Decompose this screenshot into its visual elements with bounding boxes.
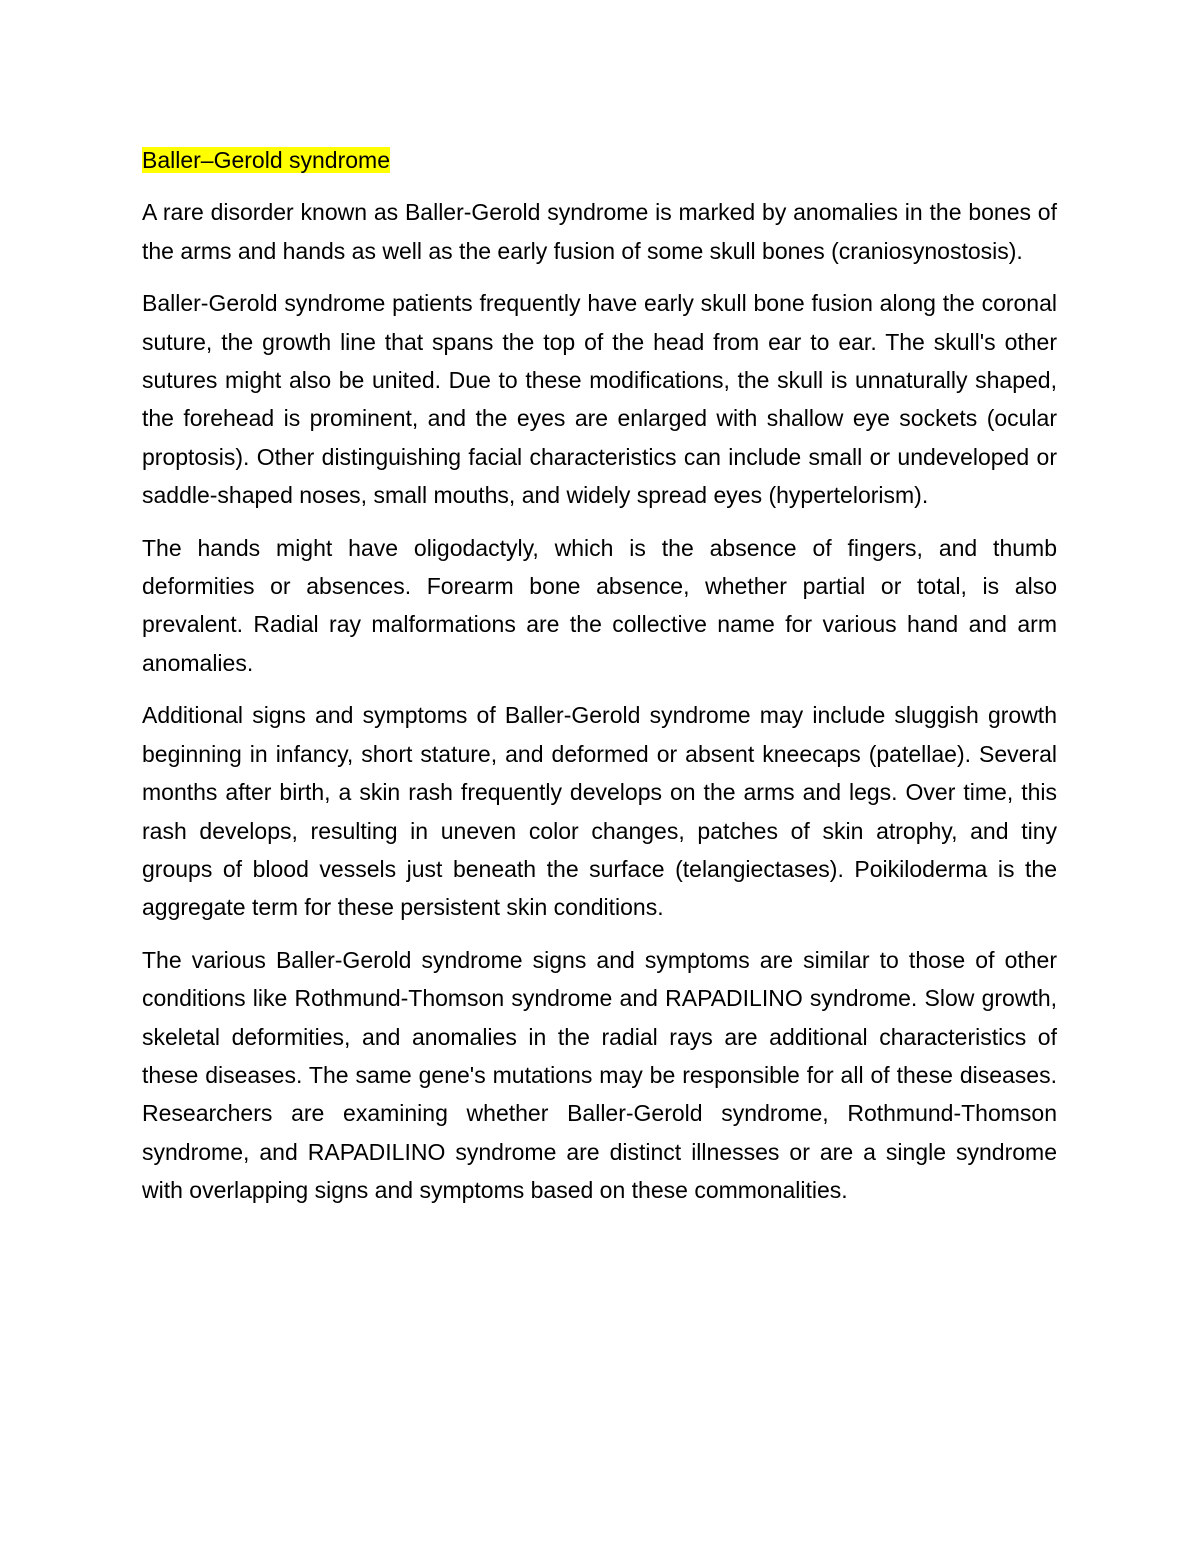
paragraph-4: Additional signs and symptoms of Baller-Gerold syndrome may include sluggish growth beginning in infancy, short stature, and deformed or absent kneecaps (patellae). Several months after birth, a skin rash frequently develops on the arms and legs. Over time, this rash develops, resulting in uneven color changes, patches of skin atrophy, and tiny groups of blood vessels just beneath the surface (telangiectases). Poikiloderma is the aggregate term for these persistent skin conditions. <box>142 702 1057 921</box>
document-title <box>142 141 1057 179</box>
paragraph-1: A rare disorder known as Baller-Gerold syndrome is marked by anomalies in the bones of the arms and hands as well as the early fusion of some skull bones (craniosynostosis). <box>142 199 1057 264</box>
document-title-text: Baller–Gerold syndrome <box>142 147 391 173</box>
paragraph-5: The various Baller-Gerold syndrome signs and symptoms are similar to those of other conditions like Rothmund-Thomson syndrome and RAPADILINO syndrome. Slow growth, skeletal deformities, and anomalies in the radial rays are additional characteristics of these diseases. The same gene's mutations may be responsible for all of these diseases. Researchers are examining whether Baller-Gerold syndrome, Rothmund-Thomson syndrome, and RAPADILINO syndrome are distinct illnesses or are a single syndrome with overlapping signs and symptoms based on these commonalities. <box>142 946 1057 1204</box>
paragraph-3: The hands might have oligodactyly, which is the absence of fingers, and thumb deformities or absences. Forearm bone absence, whether partial or total, is also prevalent. Radial ray malformations are the collective name for various hand and arm anomalies. <box>142 534 1057 676</box>
paragraph-2: Baller-Gerold syndrome patients frequently have early skull bone fusion along the coronal suture, the growth line that spans the top of the head from ear to ear. The skull's other sutures might also be united. Due to these modifications, the skull is unnaturally shaped, the forehead is prominent, and the eyes are enlarged with shallow eye sockets (ocular proptosis). Other distinguishing facial characteristics can include small or undeveloped or saddle-shaped noses, small mouths, and widely spread eyes (hypertelorism). <box>142 290 1057 509</box>
document-body <box>142 141 1057 1224</box>
